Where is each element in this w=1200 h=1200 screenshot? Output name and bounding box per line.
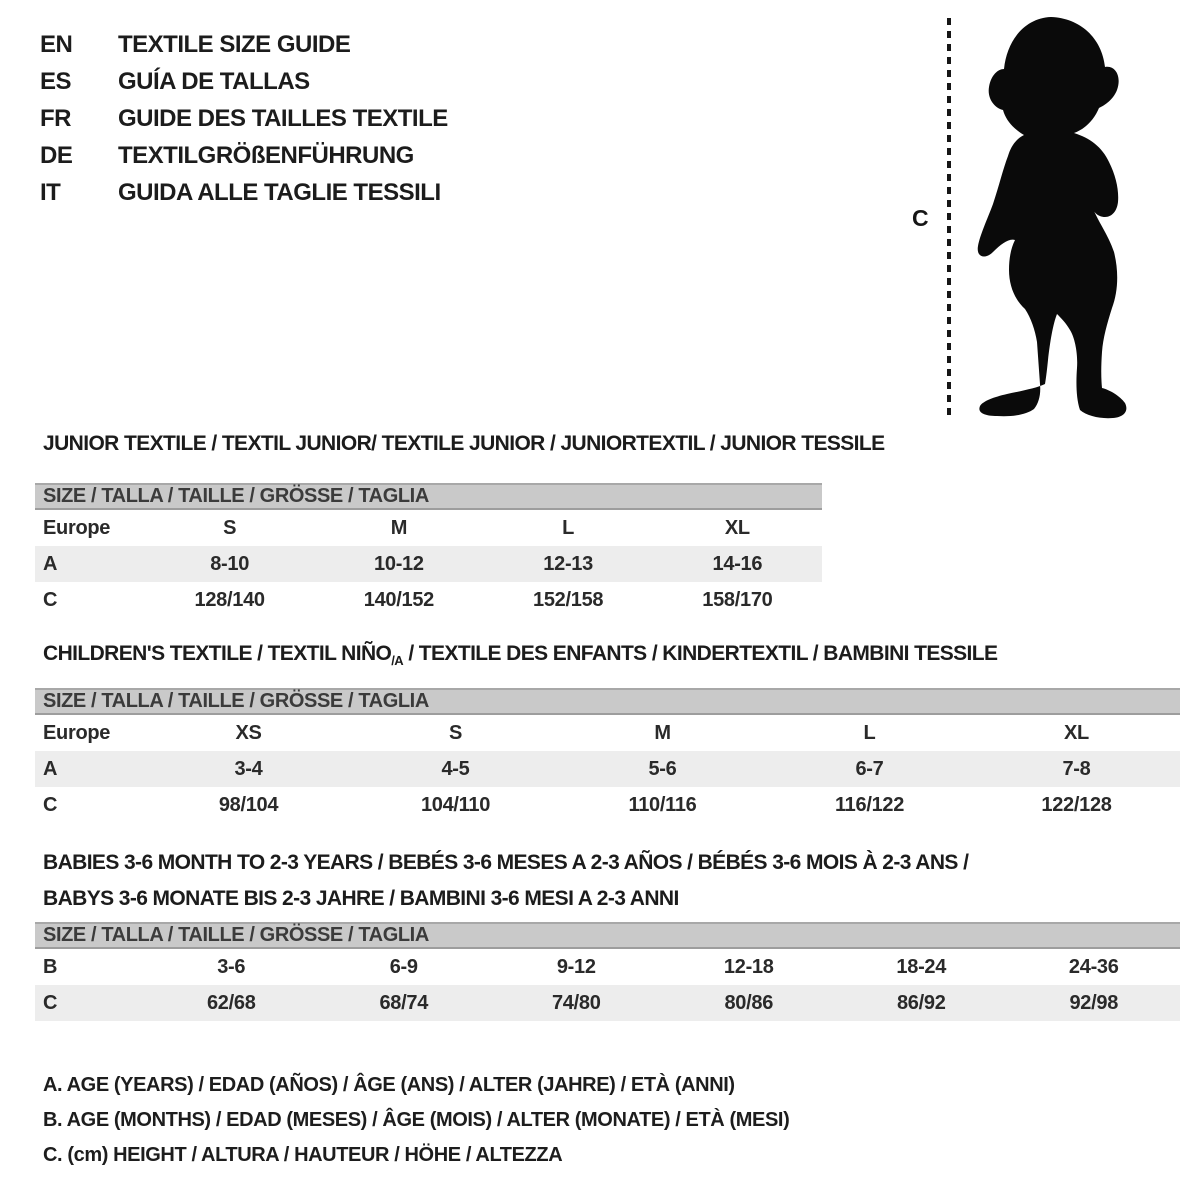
children-title-part: / TEXTILE DES ENFANTS / KINDERTEXTIL / BAMBINI TESSILE — [403, 642, 998, 665]
size-cell: XL — [1064, 721, 1089, 744]
height-cell: 116/122 — [834, 793, 905, 816]
size-header-text: SIZE / TALLA / TAILLE / GRÖSSE / TAGLIA — [43, 924, 429, 946]
table-row-age-years — [35, 751, 1180, 787]
table-row-height-cm — [35, 582, 822, 618]
legend-line-b: B. AGE (MONTHS) / EDAD (MESES) / ÂGE (MOIS) / ALTER (MONATE) / ETÀ (MESI) — [43, 1109, 790, 1131]
height-cell: 122/128 — [1041, 793, 1112, 816]
lang-row-es — [40, 63, 448, 100]
table-row-europe — [35, 510, 822, 546]
age-cell: 12-18 — [723, 955, 774, 978]
row-label: A — [43, 552, 58, 575]
children-title-part: CHILDREN'S TEXTILE / TEXTIL NIÑO — [43, 642, 392, 665]
row-label: C — [43, 588, 58, 611]
legend-line-a: A. AGE (YEARS) / EDAD (AÑOS) / ÂGE (ANS) / ALTER (JAHRE) / ETÀ (ANNI) — [43, 1074, 735, 1096]
table-row-europe — [35, 715, 1180, 751]
height-cell: 152/158 — [533, 588, 604, 611]
size-header-text: SIZE / TALLA / TAILLE / GRÖSSE / TAGLIA — [43, 485, 429, 507]
guide-title: TEXTILGRÖßENFÜHRUNG — [118, 141, 414, 169]
height-cell: 74/80 — [551, 991, 601, 1014]
size-header-bar — [35, 483, 822, 510]
size-cell: S — [223, 516, 237, 539]
lang-code: FR — [40, 104, 71, 132]
age-cell: 12-13 — [543, 552, 593, 575]
measure-legend — [43, 1068, 789, 1173]
junior-size-table — [35, 483, 822, 618]
lang-code: EN — [40, 30, 73, 58]
age-cell: 8-10 — [210, 552, 250, 575]
size-cell: L — [863, 721, 876, 744]
age-cell: 3-6 — [217, 955, 246, 978]
size-header-bar — [35, 688, 1180, 715]
size-cell: M — [654, 721, 671, 744]
height-cell: 158/170 — [702, 588, 773, 611]
lang-row-en — [40, 26, 448, 63]
height-cell: 140/152 — [363, 588, 434, 611]
size-header-text: SIZE / TALLA / TAILLE / GRÖSSE / TAGLIA — [43, 690, 429, 712]
lang-row-it — [40, 174, 448, 211]
table-row-height-cm — [35, 985, 1180, 1021]
table-row-age-years — [35, 546, 822, 582]
height-cell: 80/86 — [724, 991, 774, 1014]
language-title-block — [40, 26, 448, 211]
age-cell: 7-8 — [1062, 757, 1091, 780]
row-label: Europe — [43, 721, 111, 744]
height-cell: 128/140 — [194, 588, 265, 611]
age-cell: 14-16 — [712, 552, 763, 575]
height-measure-label: C — [912, 205, 929, 231]
age-cell: 5-6 — [648, 757, 677, 780]
lang-row-fr — [40, 100, 448, 137]
size-cell: XL — [724, 516, 750, 539]
row-label: C — [43, 793, 58, 816]
table-row-age-months — [35, 949, 1180, 985]
row-label: A — [43, 757, 58, 780]
age-cell: 6-9 — [389, 955, 418, 978]
guide-title: GUIDE DES TAILLES TEXTILE — [118, 104, 448, 132]
age-cell: 24-36 — [1068, 955, 1119, 978]
row-label: Europe — [43, 516, 111, 539]
height-cell: 86/92 — [896, 991, 946, 1014]
table-row-height-cm — [35, 787, 1180, 823]
row-label: B — [43, 955, 58, 978]
height-measure-dashed-line — [947, 18, 951, 418]
junior-table-title: JUNIOR TEXTILE / TEXTIL JUNIOR/ TEXTILE JUNIOR / JUNIORTEXTIL / JUNIOR TESSILE — [43, 432, 885, 455]
babies-size-table — [35, 922, 1180, 1021]
height-measure-figure — [900, 10, 1160, 430]
size-cell: L — [562, 516, 575, 539]
lang-row-de — [40, 137, 448, 174]
children-table-title — [43, 642, 997, 668]
guide-title: TEXTILE SIZE GUIDE — [118, 30, 351, 58]
size-cell: S — [448, 721, 463, 744]
toddler-silhouette-icon — [963, 12, 1145, 424]
height-cell: 68/74 — [379, 991, 429, 1014]
guide-title: GUÍA DE TALLAS — [118, 67, 310, 95]
height-cell: 104/110 — [420, 793, 491, 816]
height-cell: 98/104 — [218, 793, 279, 816]
lang-code: ES — [40, 67, 72, 95]
age-cell: 6-7 — [855, 757, 884, 780]
row-label: C — [43, 991, 58, 1014]
babies-table-title-line1: BABIES 3-6 MONTH TO 2-3 YEARS / BEBÉS 3-6 MESES A 2-3 AÑOS / BÉBÉS 3-6 MOIS À 2-3 ANS / — [43, 851, 969, 874]
babies-table-title-line2: BABYS 3-6 MONATE BIS 2-3 JAHRE / BAMBINI 3-6 MESI A 2-3 ANNI — [43, 887, 679, 910]
guide-title: GUIDA ALLE TAGLIE TESSILI — [118, 178, 441, 206]
size-cell: M — [390, 516, 408, 539]
age-cell: 3-4 — [234, 757, 263, 780]
age-cell: 10-12 — [374, 552, 424, 575]
lang-code: IT — [40, 178, 61, 206]
legend-line-c: C. (cm) HEIGHT / ALTURA / HAUTEUR / HÖHE / ALTEZZA — [43, 1144, 563, 1166]
children-title-subscript: /A — [391, 653, 404, 669]
size-cell: XS — [235, 721, 262, 744]
height-cell: 92/98 — [1069, 991, 1119, 1014]
size-header-bar — [35, 922, 1180, 949]
age-cell: 4-5 — [441, 757, 470, 780]
children-size-table — [35, 688, 1180, 823]
age-cell: 9-12 — [556, 955, 596, 978]
age-cell: 18-24 — [896, 955, 947, 978]
height-cell: 62/68 — [206, 991, 256, 1014]
lang-code: DE — [40, 141, 73, 169]
height-cell: 110/116 — [628, 793, 697, 816]
